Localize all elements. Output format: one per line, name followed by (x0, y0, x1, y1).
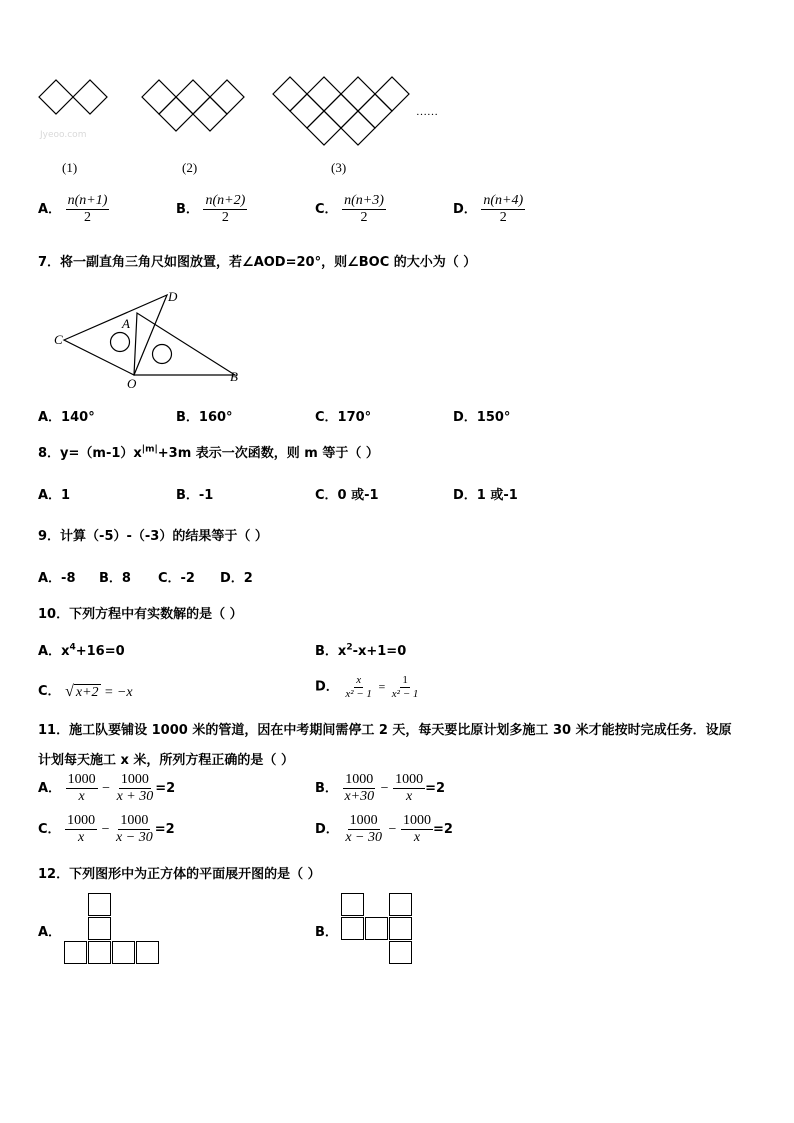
q7-option-b[interactable]: B．160° (176, 410, 233, 425)
pattern-label-1: (1) (62, 160, 78, 175)
q12-option-b[interactable]: B． (315, 925, 338, 940)
pattern-label-2: (2) (182, 160, 198, 175)
q6-option-d[interactable]: D． $\frac{n(n+4)}{2}$ (453, 193, 524, 226)
pattern-ellipsis: …… (416, 106, 438, 118)
q12-text: 12．下列图形中为正方体的平面展开图的是（ ） (38, 867, 321, 882)
point-label-d: D (168, 289, 178, 304)
q6-option-b[interactable]: B． $\frac{n(n+2)}{2}$ (176, 193, 246, 226)
q11-option-d[interactable]: D． $\frac{1000}{x - 30}$ − $\frac{1000}{x}$ =2 (315, 813, 453, 846)
net-b-square (389, 893, 412, 916)
net-b-square (389, 917, 412, 940)
q8-option-d[interactable]: D．1 或-1 (453, 488, 518, 503)
q10-option-b[interactable]: B．$x^2-x+1=0$ (315, 642, 407, 659)
net-b-square (365, 917, 388, 940)
q8-text: 8．$y=(m-1)x^{|m|}+3m$ 表示一次函数，则 m 等于（ ） (38, 444, 379, 461)
q8-option-b[interactable]: B．-1 (176, 488, 214, 503)
q10-text: 10．下列方程中有实数解的是（ ） (38, 607, 243, 622)
q7-option-a[interactable]: A．140° (38, 410, 95, 425)
pattern-1 (39, 80, 107, 114)
net-a-square (88, 917, 111, 940)
q11-text-line1: 11．施工队要铺设 1000 米的管道，因在中考期间需停工 2 天，每天要比原计划多施工 30 米才能按时完成任务．设原 (38, 723, 732, 738)
q11-option-c[interactable]: C． $\frac{1000}{x}$ − $\frac{1000}{x - 30}$ =2 (38, 813, 175, 846)
point-label-a: A (122, 316, 130, 331)
net-a-square (88, 941, 111, 964)
q11-option-b[interactable]: B． $\frac{1000}{x+30}$ − $\frac{1000}{x}$ =2 (315, 772, 446, 805)
q7-text: 7．将一副直角三角尺如图放置，若∠AOD=20°，则∠BOC 的大小为（ ） (38, 255, 477, 270)
q10-option-a[interactable]: A．$x^4+16=0$ (38, 642, 125, 659)
set-square-figure (50, 285, 250, 390)
pattern-label-3: (3) (331, 160, 347, 175)
q8-option-a[interactable]: A．1 (38, 488, 71, 503)
pattern-2 (142, 80, 244, 131)
net-a-square (136, 941, 159, 964)
point-label-o: O (127, 376, 137, 390)
q9-text: 9．计算（-5）-（-3）的结果等于（ ） (38, 529, 268, 544)
q10-option-c[interactable]: C． √ x+2 = −x (38, 682, 133, 700)
net-b-square (341, 917, 364, 940)
q9-option-a[interactable]: A．-8 (38, 571, 76, 586)
q9-option-c[interactable]: C．-2 (158, 571, 195, 586)
net-b-square (341, 893, 364, 916)
net-a-square (112, 941, 135, 964)
sqrt-sign: √ (65, 682, 74, 700)
q8-option-c[interactable]: C．0 或-1 (315, 488, 379, 503)
watermark: Jyeoo.com (40, 130, 87, 140)
pattern-3 (273, 77, 409, 145)
q11-text-line2: 计划每天施工 x 米，所列方程正确的是（ ） (38, 753, 294, 768)
point-label-c: C (54, 332, 63, 347)
q11-option-a[interactable]: A． $\frac{1000}{x}$ − $\frac{1000}{x + 30}$ =2 (38, 772, 176, 805)
net-a-square (64, 941, 87, 964)
diamond-pattern-figure (0, 60, 794, 160)
q12-option-a[interactable]: A． (38, 925, 62, 940)
q7-option-c[interactable]: C．170° (315, 410, 372, 425)
net-b-square (389, 941, 412, 964)
q9-option-b[interactable]: B．8 (99, 571, 131, 586)
q10-option-d[interactable]: D． $\frac{x}{\text{x² − 1}}$ = $\frac{1}{\text{x² − 1}}$ (315, 674, 419, 700)
q6-option-a[interactable]: A． $\frac{n(n+1)}{2}$ (38, 193, 108, 226)
q6-option-c[interactable]: C． $\frac{n(n+3)}{2}$ (315, 193, 384, 226)
cube-net-b[interactable] (341, 893, 421, 968)
net-a-square (88, 893, 111, 916)
point-label-b: B (230, 369, 238, 384)
cube-net-a[interactable] (64, 893, 164, 968)
q9-option-d[interactable]: D．2 (220, 571, 253, 586)
q7-option-d[interactable]: D．150° (453, 410, 511, 425)
